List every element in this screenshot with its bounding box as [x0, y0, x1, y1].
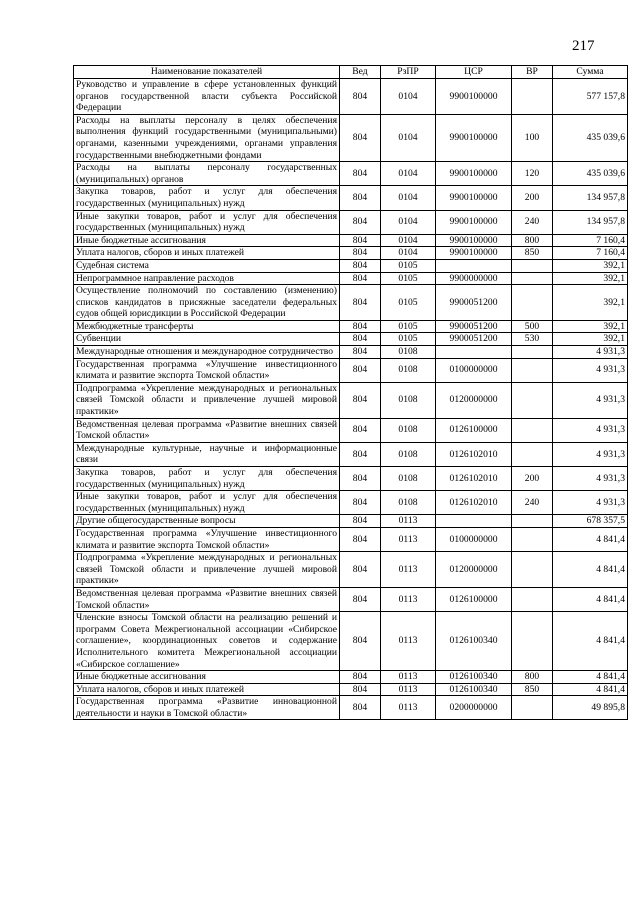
- table-row: [74, 285, 628, 321]
- cell-vr: [512, 552, 553, 588]
- table-row: [74, 186, 628, 210]
- cell-csr: 0126102010: [436, 467, 512, 491]
- cell-csr: 0100000000: [436, 358, 512, 382]
- cell-sum: 392,1: [553, 285, 628, 321]
- cell-sum: 4 931,3: [553, 346, 628, 359]
- table-row: [74, 467, 628, 491]
- table-row: [74, 333, 628, 346]
- cell-name: Иные бюджетные ассигнования: [74, 234, 340, 247]
- cell-rzpr: 0113: [381, 552, 436, 588]
- cell-name: Иные закупки товаров, работ и услуг для обеспечения государственных (муниципальных) нужд: [74, 491, 340, 515]
- cell-sum: 4 841,4: [553, 671, 628, 684]
- cell-csr: 9900100000: [436, 247, 512, 260]
- cell-vr: [512, 346, 553, 359]
- cell-rzpr: 0113: [381, 683, 436, 696]
- cell-vr: [512, 358, 553, 382]
- table-row: [74, 79, 628, 115]
- cell-ved: 804: [340, 467, 381, 491]
- cell-name: Руководство и управление в сфере установленных функций органов государственной власти субъекта Российской Федерации: [74, 79, 340, 115]
- table-row: [74, 234, 628, 247]
- cell-vr: [512, 587, 553, 611]
- cell-rzpr: 0108: [381, 467, 436, 491]
- cell-vr: [512, 259, 553, 272]
- table-row: [74, 114, 628, 161]
- cell-ved: 804: [340, 346, 381, 359]
- table-row: [74, 320, 628, 333]
- cell-sum: 49 895,8: [553, 696, 628, 720]
- cell-name: Другие общегосударственные вопросы: [74, 515, 340, 528]
- cell-rzpr: 0104: [381, 247, 436, 260]
- cell-rzpr: 0104: [381, 162, 436, 186]
- cell-vr: [512, 696, 553, 720]
- cell-csr: [436, 515, 512, 528]
- cell-csr: 0120000000: [436, 382, 512, 418]
- cell-name: Государственная программа «Развитие инновационной деятельности и науки в Томской области»: [74, 696, 340, 720]
- cell-name: Иные бюджетные ассигнования: [74, 671, 340, 684]
- cell-name: Подпрограмма «Укрепление международных и региональных связей Томской области и привлечение лучшей мировой практики»: [74, 382, 340, 418]
- cell-sum: 4 841,4: [553, 552, 628, 588]
- cell-name: Расходы на выплаты персоналу в целях обеспечения выполнения функций государственными (муниципальными) органами, казенными учреждениями, органами управления государственными внебюджетными фондами: [74, 114, 340, 161]
- table-row: [74, 259, 628, 272]
- cell-name: Ведомственная целевая программа «Развитие внешних связей Томской области»: [74, 587, 340, 611]
- table-row: [74, 442, 628, 466]
- cell-vr: 500: [512, 320, 553, 333]
- cell-vr: [512, 79, 553, 115]
- cell-sum: 577 157,8: [553, 79, 628, 115]
- cell-sum: 4 841,4: [553, 683, 628, 696]
- cell-name: Членские взносы Томской области на реализацию решений и программ Совета Межрегиональной ассоциации «Сибирское соглашение», координационных советов и содержание Исполнительного комитета Межрегиональной ассоциации «Сибирское соглашение»: [74, 612, 340, 671]
- cell-rzpr: 0113: [381, 587, 436, 611]
- cell-ved: 804: [340, 247, 381, 260]
- table-row: [74, 696, 628, 720]
- cell-vr: 850: [512, 683, 553, 696]
- cell-csr: 9900051200: [436, 320, 512, 333]
- cell-sum: 4 841,4: [553, 612, 628, 671]
- cell-ved: 804: [340, 382, 381, 418]
- cell-name: Осуществление полномочий по составлению (изменению) списков кандидатов в присяжные заседатели федеральных судов общей юрисдикции в Российской Федерации: [74, 285, 340, 321]
- cell-sum: 134 957,8: [553, 210, 628, 234]
- cell-csr: 0126102010: [436, 442, 512, 466]
- cell-rzpr: 0108: [381, 346, 436, 359]
- cell-name: Закупка товаров, работ и услуг для обеспечения государственных (муниципальных) нужд: [74, 186, 340, 210]
- table-row: [74, 671, 628, 684]
- cell-ved: 804: [340, 79, 381, 115]
- cell-sum: 4 841,4: [553, 587, 628, 611]
- cell-name: Международные отношения и международное сотрудничество: [74, 346, 340, 359]
- header-sum: Сумма: [553, 66, 628, 79]
- cell-vr: 100: [512, 114, 553, 161]
- table-row: [74, 210, 628, 234]
- cell-sum: 435 039,6: [553, 162, 628, 186]
- cell-csr: 0126100000: [436, 587, 512, 611]
- cell-rzpr: 0105: [381, 285, 436, 321]
- cell-sum: 678 357,5: [553, 515, 628, 528]
- cell-csr: [436, 346, 512, 359]
- table-row: [74, 552, 628, 588]
- cell-ved: 804: [340, 333, 381, 346]
- cell-ved: 804: [340, 587, 381, 611]
- cell-sum: 7 160,4: [553, 247, 628, 260]
- cell-csr: 9900100000: [436, 186, 512, 210]
- cell-ved: 804: [340, 285, 381, 321]
- cell-vr: 240: [512, 491, 553, 515]
- table-row: [74, 683, 628, 696]
- table-row: [74, 612, 628, 671]
- cell-csr: 0200000000: [436, 696, 512, 720]
- cell-vr: 240: [512, 210, 553, 234]
- table-row: [74, 382, 628, 418]
- cell-rzpr: 0105: [381, 333, 436, 346]
- cell-csr: 9900051200: [436, 285, 512, 321]
- cell-rzpr: 0113: [381, 515, 436, 528]
- cell-name: Закупка товаров, работ и услуг для обеспечения государственных (муниципальных) нужд: [74, 467, 340, 491]
- cell-vr: 800: [512, 234, 553, 247]
- cell-rzpr: 0104: [381, 210, 436, 234]
- cell-vr: [512, 442, 553, 466]
- cell-vr: 200: [512, 467, 553, 491]
- header-ved: Вед: [340, 66, 381, 79]
- cell-ved: 804: [340, 186, 381, 210]
- cell-sum: 4 931,3: [553, 467, 628, 491]
- cell-csr: 0126100340: [436, 612, 512, 671]
- cell-rzpr: 0108: [381, 418, 436, 442]
- cell-csr: 0126100340: [436, 683, 512, 696]
- cell-vr: [512, 612, 553, 671]
- cell-rzpr: 0108: [381, 358, 436, 382]
- cell-vr: 120: [512, 162, 553, 186]
- header-name: Наименование показателей: [74, 66, 340, 79]
- cell-ved: 804: [340, 442, 381, 466]
- cell-rzpr: 0105: [381, 272, 436, 285]
- cell-ved: 804: [340, 696, 381, 720]
- cell-csr: 0126100340: [436, 671, 512, 684]
- cell-sum: 392,1: [553, 320, 628, 333]
- header-rzpr: РзПР: [381, 66, 436, 79]
- cell-sum: 392,1: [553, 259, 628, 272]
- cell-vr: 800: [512, 671, 553, 684]
- cell-name: Иные закупки товаров, работ и услуг для обеспечения государственных (муниципальных) нужд: [74, 210, 340, 234]
- table-row: [74, 358, 628, 382]
- cell-ved: 804: [340, 234, 381, 247]
- cell-rzpr: 0104: [381, 114, 436, 161]
- cell-rzpr: 0113: [381, 696, 436, 720]
- cell-rzpr: 0113: [381, 671, 436, 684]
- cell-name: Уплата налогов, сборов и иных платежей: [74, 683, 340, 696]
- cell-csr: 0120000000: [436, 552, 512, 588]
- cell-rzpr: 0104: [381, 79, 436, 115]
- header-vr: ВР: [512, 66, 553, 79]
- cell-rzpr: 0105: [381, 259, 436, 272]
- cell-name: Подпрограмма «Укрепление международных и региональных связей Томской области и привлечение лучшей мировой практики»: [74, 552, 340, 588]
- table-row: [74, 515, 628, 528]
- cell-rzpr: 0108: [381, 491, 436, 515]
- cell-sum: 4 931,3: [553, 491, 628, 515]
- cell-name: Ведомственная целевая программа «Развитие внешних связей Томской области»: [74, 418, 340, 442]
- table-row: [74, 587, 628, 611]
- cell-ved: 804: [340, 320, 381, 333]
- cell-csr: 0100000000: [436, 527, 512, 551]
- cell-ved: 804: [340, 358, 381, 382]
- cell-vr: [512, 515, 553, 528]
- table-row: [74, 527, 628, 551]
- cell-name: Непрограммное направление расходов: [74, 272, 340, 285]
- cell-csr: 9900000000: [436, 272, 512, 285]
- cell-vr: [512, 285, 553, 321]
- cell-csr: 9900100000: [436, 162, 512, 186]
- cell-ved: 804: [340, 612, 381, 671]
- cell-rzpr: 0108: [381, 382, 436, 418]
- cell-ved: 804: [340, 491, 381, 515]
- cell-name: Судебная система: [74, 259, 340, 272]
- cell-name: Международные культурные, научные и информационные связи: [74, 442, 340, 466]
- table-row: [74, 491, 628, 515]
- cell-ved: 804: [340, 114, 381, 161]
- cell-vr: 530: [512, 333, 553, 346]
- cell-vr: [512, 527, 553, 551]
- cell-sum: 4 841,4: [553, 527, 628, 551]
- cell-ved: 804: [340, 418, 381, 442]
- cell-name: Межбюджетные трансферты: [74, 320, 340, 333]
- table-row: [74, 162, 628, 186]
- table-row: [74, 418, 628, 442]
- cell-vr: [512, 382, 553, 418]
- cell-vr: [512, 272, 553, 285]
- cell-sum: 4 931,3: [553, 382, 628, 418]
- cell-ved: 804: [340, 259, 381, 272]
- cell-ved: 804: [340, 683, 381, 696]
- cell-vr: 850: [512, 247, 553, 260]
- cell-name: Расходы на выплаты персоналу государственных (муниципальных) органов: [74, 162, 340, 186]
- cell-rzpr: 0104: [381, 234, 436, 247]
- cell-sum: 392,1: [553, 272, 628, 285]
- cell-ved: 804: [340, 515, 381, 528]
- table-header-row: [74, 66, 628, 79]
- cell-ved: 804: [340, 272, 381, 285]
- cell-rzpr: 0104: [381, 186, 436, 210]
- cell-name: Государственная программа «Улучшение инвестиционного климата и развитие экспорта Томской области»: [74, 527, 340, 551]
- cell-ved: 804: [340, 162, 381, 186]
- cell-csr: 9900100000: [436, 210, 512, 234]
- cell-sum: 134 957,8: [553, 186, 628, 210]
- cell-name: Государственная программа «Улучшение инвестиционного климата и развитие экспорта Томской области»: [74, 358, 340, 382]
- cell-sum: 4 931,3: [553, 358, 628, 382]
- cell-rzpr: 0113: [381, 527, 436, 551]
- table-row: [74, 346, 628, 359]
- cell-name: Субвенции: [74, 333, 340, 346]
- cell-csr: [436, 259, 512, 272]
- cell-ved: 804: [340, 527, 381, 551]
- header-csr: ЦСР: [436, 66, 512, 79]
- cell-rzpr: 0108: [381, 442, 436, 466]
- cell-sum: 7 160,4: [553, 234, 628, 247]
- page-number: 217: [572, 38, 595, 54]
- cell-csr: 9900100000: [436, 114, 512, 161]
- cell-sum: 435 039,6: [553, 114, 628, 161]
- cell-csr: 0126100000: [436, 418, 512, 442]
- cell-ved: 804: [340, 552, 381, 588]
- cell-csr: 9900051200: [436, 333, 512, 346]
- cell-csr: 9900100000: [436, 79, 512, 115]
- budget-table: [73, 65, 628, 720]
- cell-rzpr: 0105: [381, 320, 436, 333]
- table-row: [74, 247, 628, 260]
- cell-sum: 4 931,3: [553, 442, 628, 466]
- cell-ved: 804: [340, 210, 381, 234]
- cell-rzpr: 0113: [381, 612, 436, 671]
- cell-vr: [512, 418, 553, 442]
- cell-csr: 9900100000: [436, 234, 512, 247]
- cell-name: Уплата налогов, сборов и иных платежей: [74, 247, 340, 260]
- cell-ved: 804: [340, 671, 381, 684]
- cell-vr: 200: [512, 186, 553, 210]
- cell-sum: 4 931,3: [553, 418, 628, 442]
- cell-sum: 392,1: [553, 333, 628, 346]
- table-row: [74, 272, 628, 285]
- cell-csr: 0126102010: [436, 491, 512, 515]
